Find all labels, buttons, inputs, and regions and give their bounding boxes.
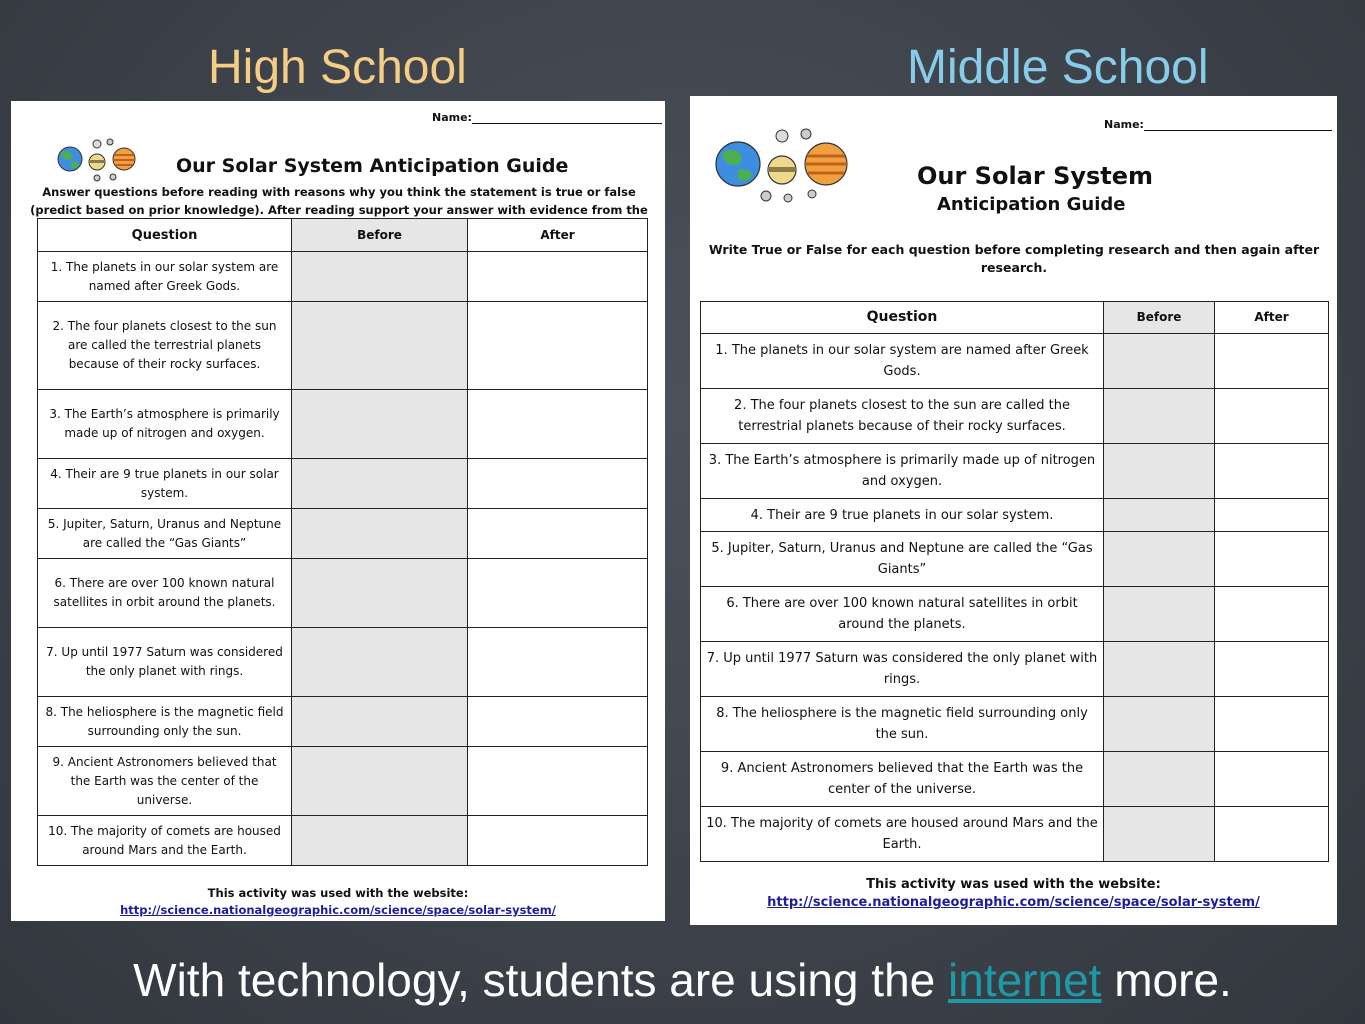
before-answer-cell bbox=[292, 697, 468, 747]
after-answer-cell bbox=[1215, 334, 1329, 389]
after-answer-cell bbox=[468, 390, 648, 459]
question-cell: 6. There are over 100 known natural satellites in orbit around the planets. bbox=[38, 559, 292, 628]
caption-text-before: With technology, students are using the bbox=[133, 954, 949, 1006]
table-header-row bbox=[701, 302, 1329, 334]
footer-text: This activity was used with the website: bbox=[207, 886, 469, 900]
website-link[interactable]: http://science.nationalgeographic.com/science/space/solar-system/ bbox=[120, 903, 556, 917]
before-answer-cell bbox=[1104, 807, 1215, 862]
anticipation-table bbox=[700, 301, 1329, 862]
internet-link[interactable]: internet bbox=[948, 954, 1102, 1006]
footer-text: This activity was used with the website: bbox=[866, 877, 1161, 892]
name-field bbox=[1104, 118, 1332, 131]
before-answer-cell bbox=[1104, 389, 1215, 444]
after-answer-cell bbox=[468, 697, 648, 747]
table-row bbox=[38, 252, 648, 302]
table-row bbox=[38, 390, 648, 459]
table-row bbox=[701, 532, 1329, 587]
after-header: After bbox=[468, 219, 648, 252]
name-field bbox=[432, 111, 662, 124]
after-answer-cell bbox=[1215, 642, 1329, 697]
after-answer-cell bbox=[1215, 752, 1329, 807]
worksheet-footer bbox=[11, 885, 665, 919]
question-cell: 1. The planets in our solar system are named after Greek Gods. bbox=[38, 252, 292, 302]
before-header: Before bbox=[1104, 302, 1215, 334]
table-header-row bbox=[38, 219, 648, 252]
name-label: Name: bbox=[432, 111, 472, 124]
worksheet-footer bbox=[690, 876, 1337, 912]
planets-icon bbox=[53, 135, 145, 183]
table-row bbox=[38, 302, 648, 390]
table-row bbox=[38, 509, 648, 559]
after-answer-cell bbox=[468, 459, 648, 509]
question-cell: 3. The Earth’s atmosphere is primarily made up of nitrogen and oxygen. bbox=[38, 390, 292, 459]
table-row bbox=[701, 389, 1329, 444]
before-answer-cell bbox=[292, 816, 468, 866]
question-cell: 8. The heliosphere is the magnetic field surrounding only the sun. bbox=[38, 697, 292, 747]
question-cell: 4. Their are 9 true planets in our solar system. bbox=[38, 459, 292, 509]
before-answer-cell bbox=[292, 628, 468, 697]
question-cell: 5. Jupiter, Saturn, Uranus and Neptune are called the “Gas Giants” bbox=[38, 509, 292, 559]
worksheet-instructions: Answer questions before reading with reasons why you think the statement is true or false (predict based on prior knowledge). After reading support your answer with evidence from the bbox=[30, 185, 648, 217]
after-answer-cell bbox=[1215, 389, 1329, 444]
question-cell: 6. There are over 100 known natural satellites in orbit around the planets. bbox=[701, 587, 1104, 642]
after-answer-cell bbox=[468, 509, 648, 559]
table-row bbox=[701, 642, 1329, 697]
table-row bbox=[38, 459, 648, 509]
table-row bbox=[38, 747, 648, 816]
high-school-heading: High School bbox=[208, 41, 467, 94]
after-answer-cell bbox=[1215, 807, 1329, 862]
before-answer-cell bbox=[1104, 499, 1215, 532]
question-cell: 7. Up until 1977 Saturn was considered the only planet with rings. bbox=[701, 642, 1104, 697]
after-answer-cell bbox=[468, 816, 648, 866]
worksheet-instructions: Write True or False for each question before completing research and then again after research. bbox=[708, 242, 1320, 275]
before-answer-cell bbox=[1104, 334, 1215, 389]
question-header: Question bbox=[38, 219, 292, 252]
after-answer-cell bbox=[468, 628, 648, 697]
after-answer-cell bbox=[1215, 587, 1329, 642]
before-answer-cell bbox=[292, 509, 468, 559]
table-row bbox=[701, 807, 1329, 862]
question-cell: 1. The planets in our solar system are named after Greek Gods. bbox=[701, 334, 1104, 389]
after-answer-cell bbox=[468, 302, 648, 390]
before-answer-cell bbox=[1104, 642, 1215, 697]
before-answer-cell bbox=[292, 252, 468, 302]
before-answer-cell bbox=[292, 390, 468, 459]
after-answer-cell bbox=[1215, 532, 1329, 587]
before-answer-cell bbox=[1104, 752, 1215, 807]
question-cell: 5. Jupiter, Saturn, Uranus and Neptune are called the “Gas Giants” bbox=[701, 532, 1104, 587]
after-answer-cell bbox=[468, 747, 648, 816]
question-cell: 4. Their are 9 true planets in our solar system. bbox=[701, 499, 1104, 532]
before-answer-cell bbox=[292, 747, 468, 816]
after-answer-cell bbox=[468, 252, 648, 302]
name-label: Name: bbox=[1104, 118, 1144, 131]
table-row bbox=[38, 628, 648, 697]
question-cell: 3. The Earth’s atmosphere is primarily made up of nitrogen and oxygen. bbox=[701, 444, 1104, 499]
high-school-worksheet bbox=[11, 101, 665, 921]
before-answer-cell bbox=[292, 559, 468, 628]
anticipation-table bbox=[37, 218, 648, 866]
before-answer-cell bbox=[1104, 587, 1215, 642]
worksheet-title: Our Solar System Anticipation Guide bbox=[176, 155, 569, 177]
question-cell: 9. Ancient Astronomers believed that the Earth was the center of the universe. bbox=[701, 752, 1104, 807]
question-cell: 2. The four planets closest to the sun are called the terrestrial planets because of their rocky surfaces. bbox=[38, 302, 292, 390]
question-cell: 2. The four planets closest to the sun are called the terrestrial planets because of their rocky surfaces. bbox=[701, 389, 1104, 444]
after-answer-cell bbox=[468, 559, 648, 628]
before-answer-cell bbox=[292, 459, 468, 509]
before-answer-cell bbox=[1104, 697, 1215, 752]
table-row bbox=[701, 499, 1329, 532]
website-link[interactable]: http://science.nationalgeographic.com/science/space/solar-system/ bbox=[767, 895, 1260, 910]
before-answer-cell bbox=[1104, 532, 1215, 587]
before-answer-cell bbox=[292, 302, 468, 390]
table-row bbox=[38, 697, 648, 747]
question-cell: 10. The majority of comets are housed around Mars and the Earth. bbox=[38, 816, 292, 866]
before-answer-cell bbox=[1104, 444, 1215, 499]
question-cell: 9. Ancient Astronomers believed that the Earth was the center of the universe. bbox=[38, 747, 292, 816]
table-row bbox=[701, 587, 1329, 642]
question-cell: 8. The heliosphere is the magnetic field surrounding only the sun. bbox=[701, 697, 1104, 752]
after-answer-cell bbox=[1215, 697, 1329, 752]
table-row bbox=[701, 444, 1329, 499]
worksheet-subtitle: Anticipation Guide bbox=[937, 194, 1126, 215]
table-row bbox=[38, 816, 648, 866]
middle-school-worksheet bbox=[690, 96, 1337, 925]
question-cell: 7. Up until 1977 Saturn was considered the only planet with rings. bbox=[38, 628, 292, 697]
table-row bbox=[701, 334, 1329, 389]
table-row bbox=[38, 559, 648, 628]
after-header: After bbox=[1215, 302, 1329, 334]
after-answer-cell bbox=[1215, 444, 1329, 499]
middle-school-heading: Middle School bbox=[907, 41, 1209, 94]
slide-caption bbox=[0, 950, 1365, 1010]
table-row bbox=[701, 752, 1329, 807]
before-header: Before bbox=[292, 219, 468, 252]
table-row bbox=[701, 697, 1329, 752]
worksheet-title: Our Solar System bbox=[917, 162, 1154, 190]
after-answer-cell bbox=[1215, 499, 1329, 532]
question-cell: 10. The majority of comets are housed around Mars and the Earth. bbox=[701, 807, 1104, 862]
question-header: Question bbox=[701, 302, 1104, 334]
planets-icon bbox=[714, 126, 854, 206]
caption-text-after: more. bbox=[1101, 954, 1232, 1006]
